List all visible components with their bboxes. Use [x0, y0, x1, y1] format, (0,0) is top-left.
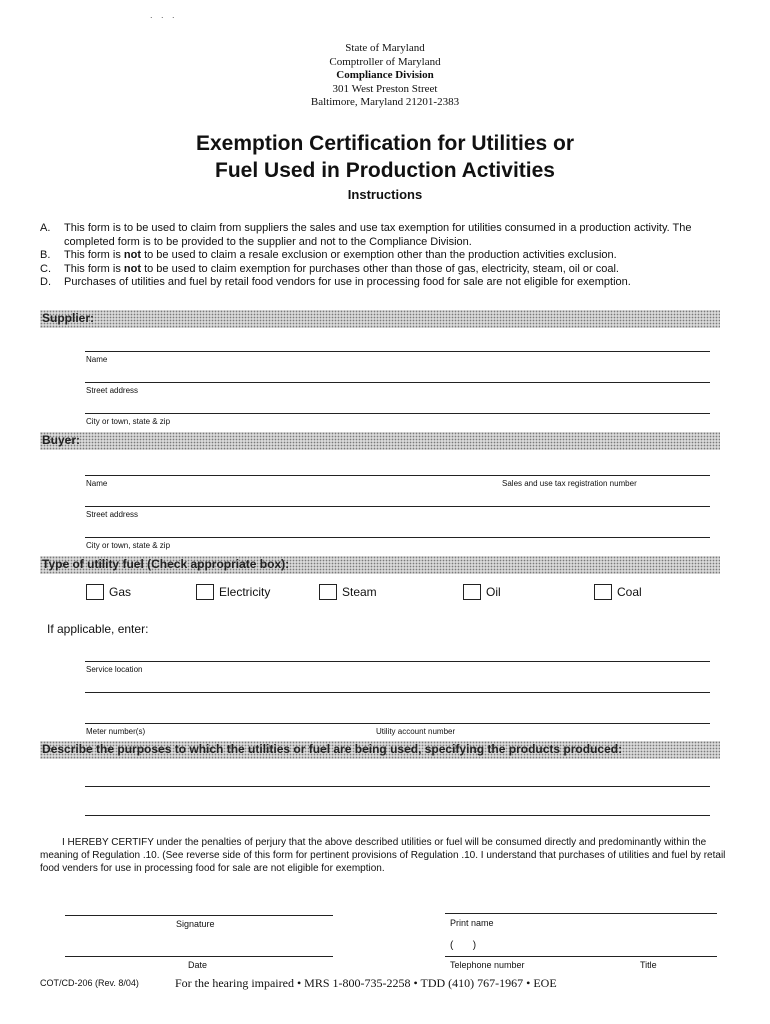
purposes-line-2[interactable]	[85, 815, 710, 816]
buyer-section-band	[40, 432, 720, 450]
supplier-street-line[interactable]	[85, 382, 710, 383]
oil-checkbox[interactable]	[463, 584, 501, 600]
supplier-name-label: Name	[86, 355, 108, 364]
signature-label: Signature	[176, 919, 215, 929]
form-number: COT/CD-206 (Rev. 8/04)	[40, 978, 139, 988]
meter-number-label: Meter number(s)	[86, 727, 146, 736]
form-title-line2: Fuel Used in Production Activities	[215, 159, 555, 182]
date-label: Date	[188, 960, 208, 970]
instruction-text: This form is to be used to claim from suppliers the sales and use tax exemption for utilities consumed in a production activity. The completed form is to be provided to the supplier and not to the Compliance Division.	[64, 222, 692, 248]
title-label: Title	[640, 960, 657, 970]
phone-paren: ( )	[450, 940, 477, 951]
instruction-item	[40, 276, 730, 290]
checkbox-box[interactable]	[319, 584, 337, 600]
buyer-city-line[interactable]	[85, 537, 710, 538]
agency-address-block	[0, 42, 770, 110]
certification-statement: I HEREBY CERTIFY under the penalties of perjury that the above described utilities or fuel will be consumed directly and predominantly within the meaning of Regulation .10. (See reverse side of this form for pertinent provisions of Regulation .10. I understand that purchases of utilities and fuel by retail food venders for use in processing food for sale are not eligible for exemption.	[40, 837, 726, 874]
instruction-letter: A.	[40, 222, 51, 234]
supplier-street-label: Street address	[86, 386, 139, 395]
utility-options	[0, 584, 770, 606]
checkbox-box[interactable]	[196, 584, 214, 600]
checkbox-box[interactable]	[463, 584, 481, 600]
signature-line[interactable]	[65, 915, 333, 916]
if-applicable-label: If applicable, enter:	[47, 622, 149, 636]
utility-account-label: Utility account number	[376, 727, 456, 736]
steam-checkbox[interactable]	[319, 584, 377, 600]
buyer-city-label: City or town, state & zip	[86, 541, 171, 550]
utility-heading: Type of utility fuel (Check appropriate box):	[42, 557, 290, 571]
instruction-item	[40, 249, 730, 263]
supplier-city-line[interactable]	[85, 413, 710, 414]
checkbox-box[interactable]	[86, 584, 104, 600]
utility-section-band	[40, 556, 720, 574]
phone-title-line[interactable]	[445, 956, 717, 957]
instructions-heading: Instructions	[347, 187, 423, 202]
buyer-street-line[interactable]	[85, 506, 710, 507]
gas-label: Gas	[109, 585, 132, 599]
instruction-letter: C.	[40, 262, 51, 275]
instruction-letter: B.	[40, 249, 51, 262]
form-title	[0, 130, 770, 184]
steam-label: Steam	[342, 585, 377, 599]
service-location-label: Service location	[86, 665, 143, 674]
agency-comptroller: Comptroller of Maryland	[329, 55, 441, 68]
buyer-registration-label: Sales and use tax registration number	[502, 479, 637, 488]
instruction-text: Purchases of utilities and fuel by retail food vendors for use in processing food for sale are not eligible for exemption.	[64, 276, 631, 289]
date-line[interactable]	[65, 956, 333, 957]
buyer-name-label: Name	[86, 479, 108, 488]
buyer-street-label: Street address	[86, 510, 139, 519]
supplier-city-label: City or town, state & zip	[86, 417, 171, 426]
agency-state: State of Maryland	[345, 42, 425, 54]
form-title-line1: Exemption Certification for Utilities or	[195, 132, 575, 155]
supplier-name-line[interactable]	[85, 351, 710, 352]
supplier-heading: Supplier:	[42, 311, 95, 325]
service-location-line[interactable]	[85, 661, 710, 662]
buyer-name-line[interactable]	[85, 475, 710, 476]
purposes-section-band	[40, 741, 720, 759]
instruction-text: This form is not to be used to claim a resale exclusion or exemption other than the production activities exclusion.	[64, 249, 617, 262]
header-marks: . . .	[150, 10, 178, 20]
instruction-item	[40, 263, 730, 277]
agency-division: Compliance Division	[336, 69, 434, 81]
coal-label: Coal	[617, 585, 642, 599]
meter-account-line[interactable]	[85, 723, 710, 724]
checkbox-box[interactable]	[594, 584, 612, 600]
electricity-label: Electricity	[219, 585, 271, 599]
gas-checkbox[interactable]	[86, 584, 131, 600]
telephone-label: Telephone number	[450, 960, 525, 970]
agency-street: 301 West Preston Street	[332, 82, 438, 95]
service-location-line-2[interactable]	[85, 692, 710, 693]
buyer-heading: Buyer:	[42, 433, 81, 447]
instruction-text: This form is not to be used to claim exemption for purchases other than those of gas, electricity, steam, oil or coal.	[64, 262, 619, 275]
supplier-section-band	[40, 310, 720, 328]
hearing-impaired-info: For the hearing impaired • MRS 1-800-735-2258 • TDD (410) 767-1967 • EOE	[175, 976, 557, 990]
oil-label: Oil	[486, 585, 501, 599]
purposes-line-1[interactable]	[85, 786, 710, 787]
print-name-label: Print name	[450, 918, 494, 928]
instructions-list	[40, 222, 730, 290]
print-name-line[interactable]	[445, 913, 717, 914]
agency-city: Baltimore, Maryland 21201-2383	[310, 96, 460, 108]
purposes-heading: Describe the purposes to which the utilities or fuel are being used, specifying the products produced:	[42, 742, 623, 756]
instruction-letter: D.	[40, 276, 51, 289]
electricity-checkbox[interactable]	[196, 584, 270, 600]
instruction-item	[40, 222, 730, 249]
coal-checkbox[interactable]	[594, 584, 642, 600]
